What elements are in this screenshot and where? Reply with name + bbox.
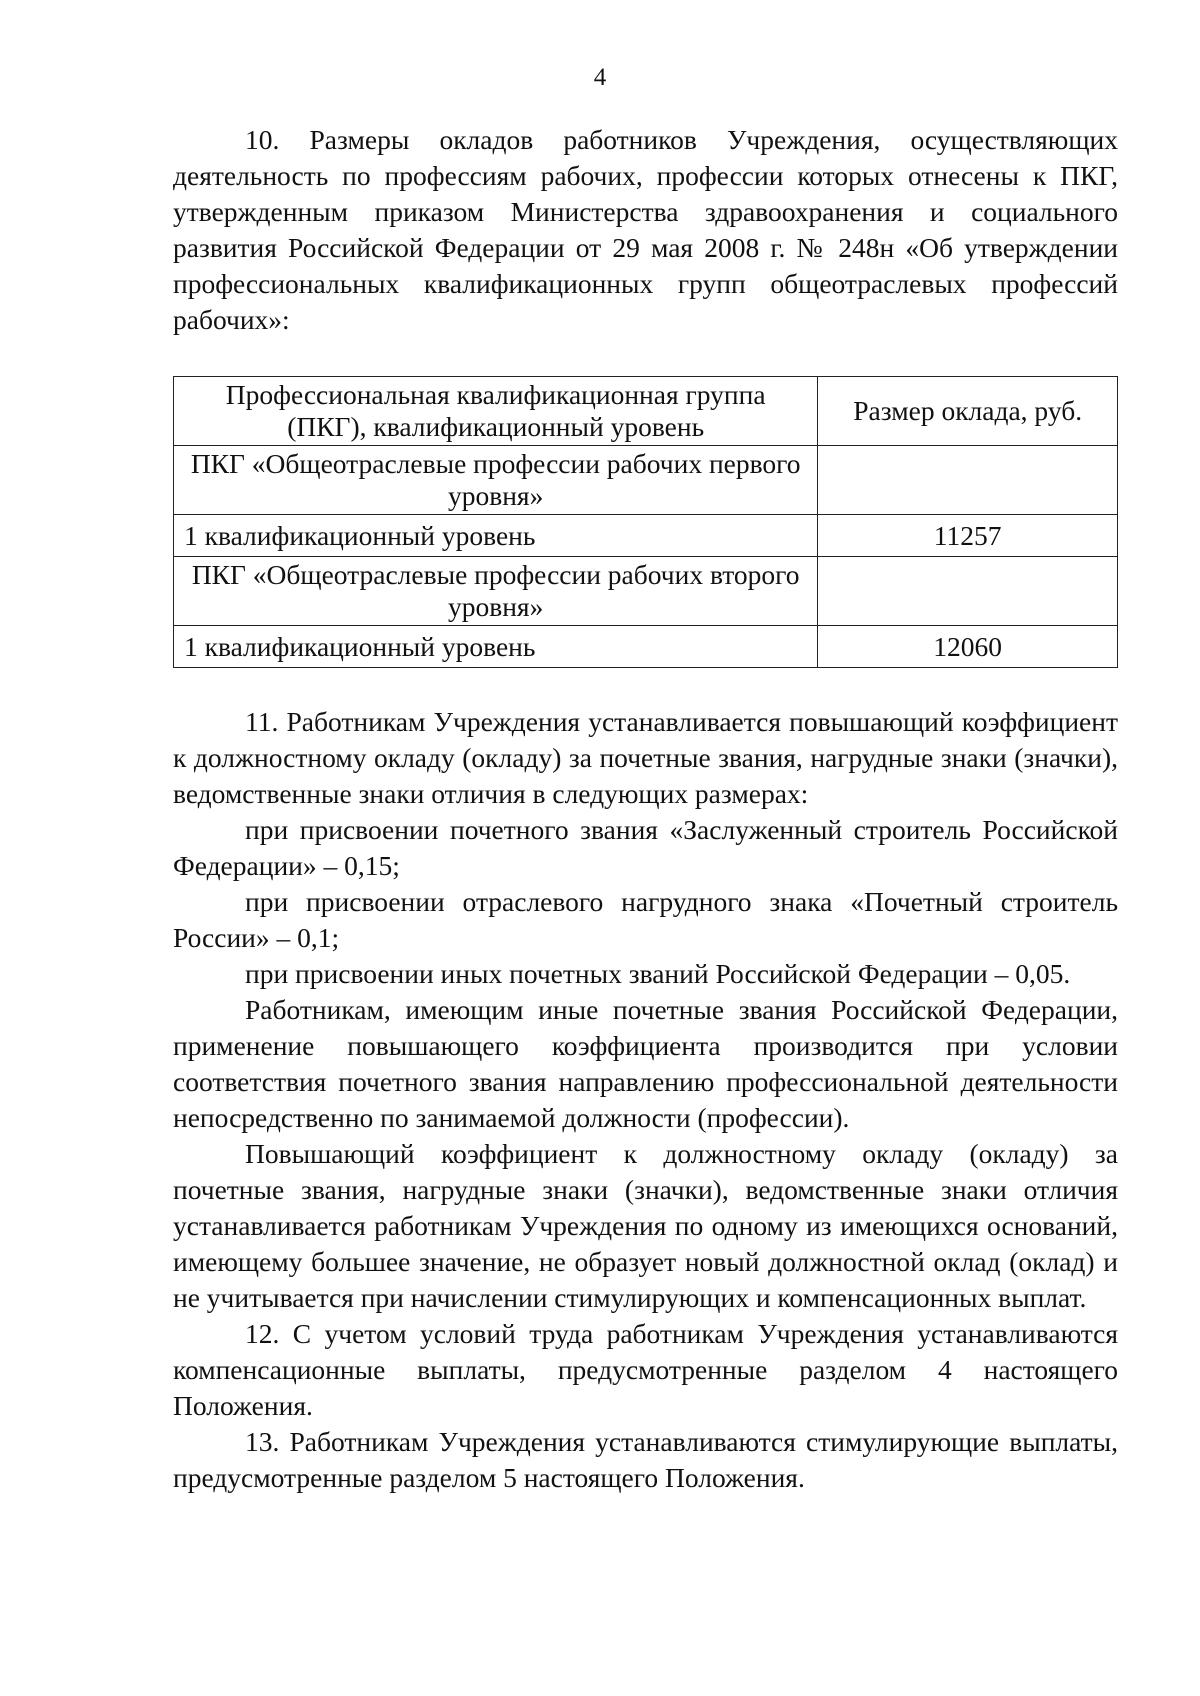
- table-row: [174, 515, 1118, 557]
- table-row: [174, 557, 1118, 626]
- table-cell-name: ПКГ «Общеотраслевые профессии рабочих второго уровня»: [174, 557, 818, 626]
- table-cell-value: [818, 557, 1118, 626]
- table-cell-value: 11257: [818, 515, 1118, 557]
- table-header-row: [174, 377, 1118, 446]
- table-header-group: Профессиональная квалификационная группа (ПКГ), квалификационный уровень: [174, 377, 818, 446]
- paragraph-11-item-1: при присвоении почетного звания «Заслуженный строитель Российской Федерации» – 0,15;: [173, 814, 1118, 881]
- paragraph-11-note-2: Повышающий коэффициент к должностному окладу (окладу) за почетные звания, нагрудные знаки (значки), ведомственные знаки отличия устанавливается работникам Учреждения по одному из имеющихся оснований, имеющему большее значение, не образует новый должностной оклад (оклад) и не учитывается при начислении стимулирующих и компенсационных выплат.: [173, 1138, 1118, 1313]
- table-header-salary: Размер оклада, руб.: [818, 377, 1118, 446]
- salary-table: [173, 376, 1118, 668]
- page-number: 4: [593, 64, 607, 91]
- paragraph-11-note-1: Работникам, имеющим иные почетные звания Российской Федерации, применение повышающего коэффициента производится при условии соответствия почетного звания направлению профессиональной деятельности непосредственно по занимаемой должности (профессии).: [173, 994, 1118, 1133]
- table-cell-name: ПКГ «Общеотраслевые профессии рабочих первого уровня»: [174, 446, 818, 515]
- table-cell-name: 1 квалификационный уровень: [174, 515, 818, 557]
- document-body: [173, 122, 1118, 1496]
- paragraph-10: 10. Размеры окладов работников Учреждения, осуществляющих деятельность по профессиям рабочих, профессии которых отнесены к ПКГ, утвержденным приказом Министерства здравоохранения и социального развития Российской Федерации от 29 мая 2008 г. № 248н «Об утверждении профессиональных квалификационных групп общеотраслевых профессий рабочих»:: [173, 124, 1118, 335]
- paragraph-11-item-3: при присвоении иных почетных званий Российской Федерации – 0,05.: [245, 958, 1071, 989]
- table-cell-value: [818, 446, 1118, 515]
- table-row: [174, 626, 1118, 668]
- table-cell-value: 12060: [818, 626, 1118, 668]
- paragraph-12: 12. С учетом условий труда работникам Учреждения устанавливаются компенсационные выплаты, предусмотренные разделом 4 настоящего Положения.: [173, 1318, 1118, 1421]
- table-cell-name: 1 квалификационный уровень: [174, 626, 818, 668]
- paragraph-13: 13. Работникам Учреждения устанавливаются стимулирующие выплаты, предусмотренные разделом 5 настоящего Положения.: [173, 1426, 1118, 1493]
- paragraph-11-item-2: при присвоении отраслевого нагрудного знака «Почетный строитель России» – 0,1;: [173, 886, 1118, 953]
- table-row: [174, 446, 1118, 515]
- paragraph-11: 11. Работникам Учреждения устанавливается повышающий коэффициент к должностному окладу (окладу) за почетные звания, нагрудные знаки (значки), ведомственные знаки отличия в следующих размерах:: [173, 706, 1118, 809]
